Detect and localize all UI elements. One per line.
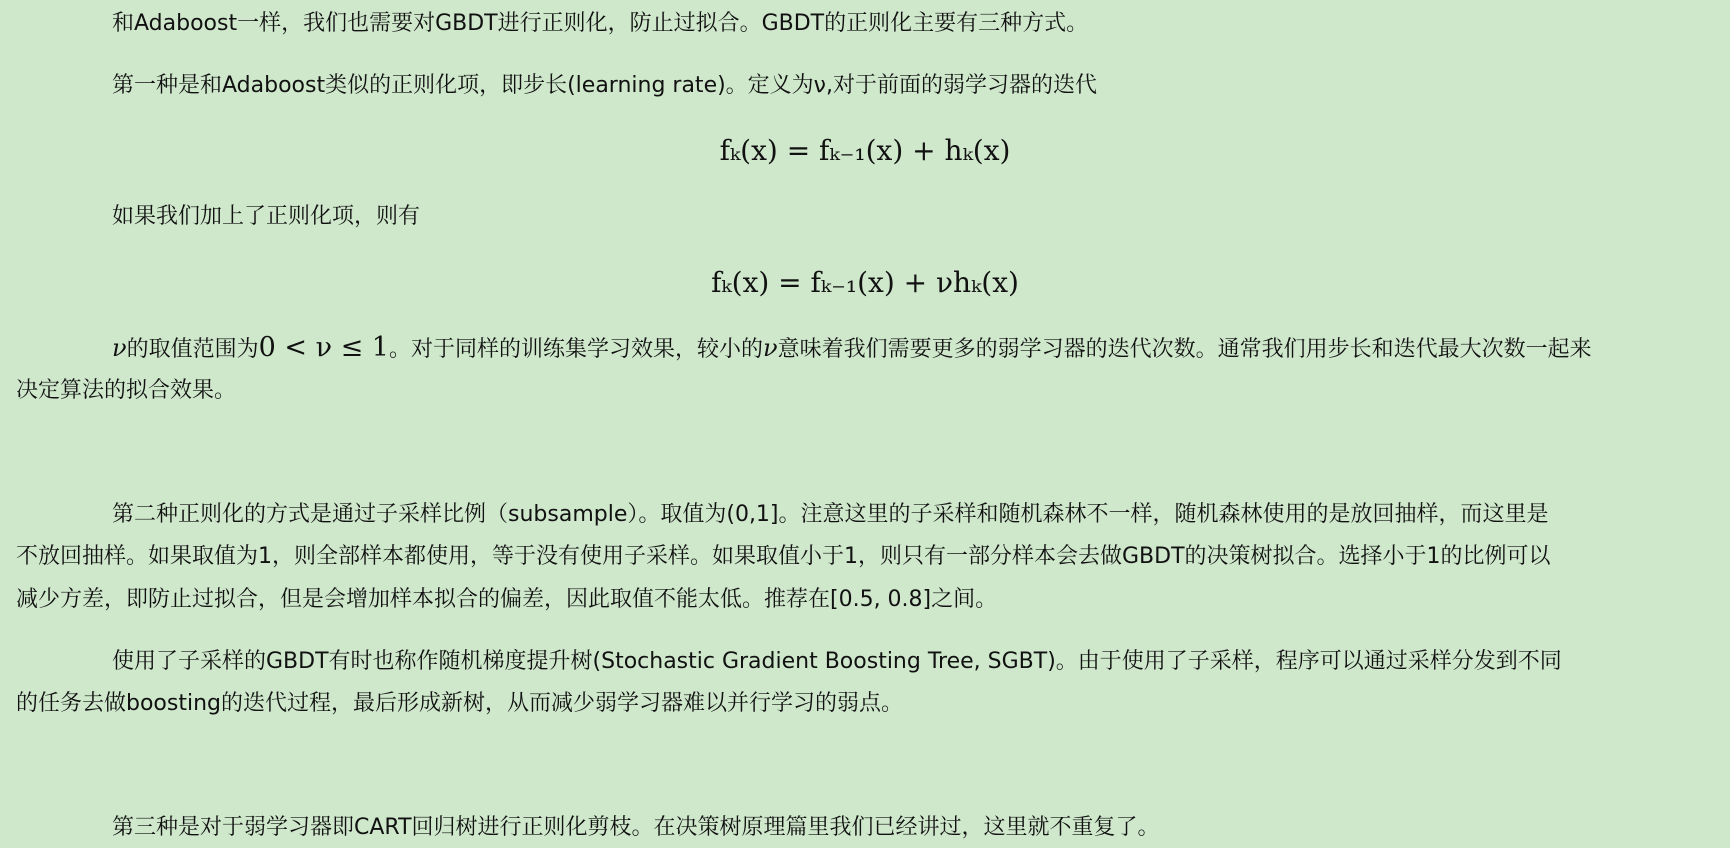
paragraph-step-size-line1 <box>112 332 1592 363</box>
text-segment: 的取值范围为 <box>126 337 259 362</box>
paragraph-method-one: 第一种是和Adaboost类似的正则化项，即步长(learning rate)。定义为ν,对于前面的弱学习器的迭代 <box>112 73 1097 98</box>
nu-symbol: ν <box>112 334 127 362</box>
text-segment: 。对于同样的训练集学习效果，较小的 <box>388 337 763 362</box>
nu-range: 0 < ν ≤ 1 <box>258 332 389 363</box>
nu-symbol: ν <box>762 334 778 362</box>
paragraph-step-size-line2: 决定算法的拟合效果。 <box>16 378 237 403</box>
paragraph-sgbt-line1: 使用了子采样的GBDT有时也称作随机梯度提升树(Stochastic Gradient Boosting Tree, SGBT)。由于使用了子采样，程序可以通过采样分发到不同 <box>112 649 1562 674</box>
paragraph-sgbt-line2: 的任务去做boosting的迭代过程，最后形成新树，从而减少弱学习器难以并行学习的弱点。 <box>16 691 903 716</box>
paragraph-subsample-line3: 减少方差，即防止过拟合，但是会增加样本拟合的偏差，因此取值不能太低。推荐在[0.5, 0.8]之间。 <box>16 587 998 612</box>
formula-regularized-iteration: fₖ(x) = fₖ₋₁(x) + νhₖ(x) <box>711 266 1019 299</box>
text-segment: 意味着我们需要更多的弱学习器的迭代次数。通常我们用步长和迭代最大次数一起来 <box>777 337 1592 362</box>
paragraph-method-three: 第三种是对于弱学习器即CART回归树进行正则化剪枝。在决策树原理篇里我们已经讲过，这里就不重复了。 <box>112 815 1160 840</box>
paragraph-with-regularization: 如果我们加上了正则化项，则有 <box>112 204 421 229</box>
paragraph-subsample-line2: 不放回抽样。如果取值为1，则全部样本都使用，等于没有使用子采样。如果取值小于1，则只有一部分样本会去做GBDT的决策树拟合。选择小于1的比例可以 <box>16 544 1551 569</box>
formula-iteration: fₖ(x) = fₖ₋₁(x) + hₖ(x) <box>719 134 1011 167</box>
paragraph-subsample-line1: 第二种正则化的方式是通过子采样比例（subsample）。取值为(0,1]。注意这里的子采样和随机森林不一样，随机森林使用的是放回抽样，而这里是 <box>112 502 1549 527</box>
paragraph-intro: 和Adaboost一样，我们也需要对GBDT进行正则化，防止过拟合。GBDT的正则化主要有三种方式。 <box>112 11 1089 36</box>
